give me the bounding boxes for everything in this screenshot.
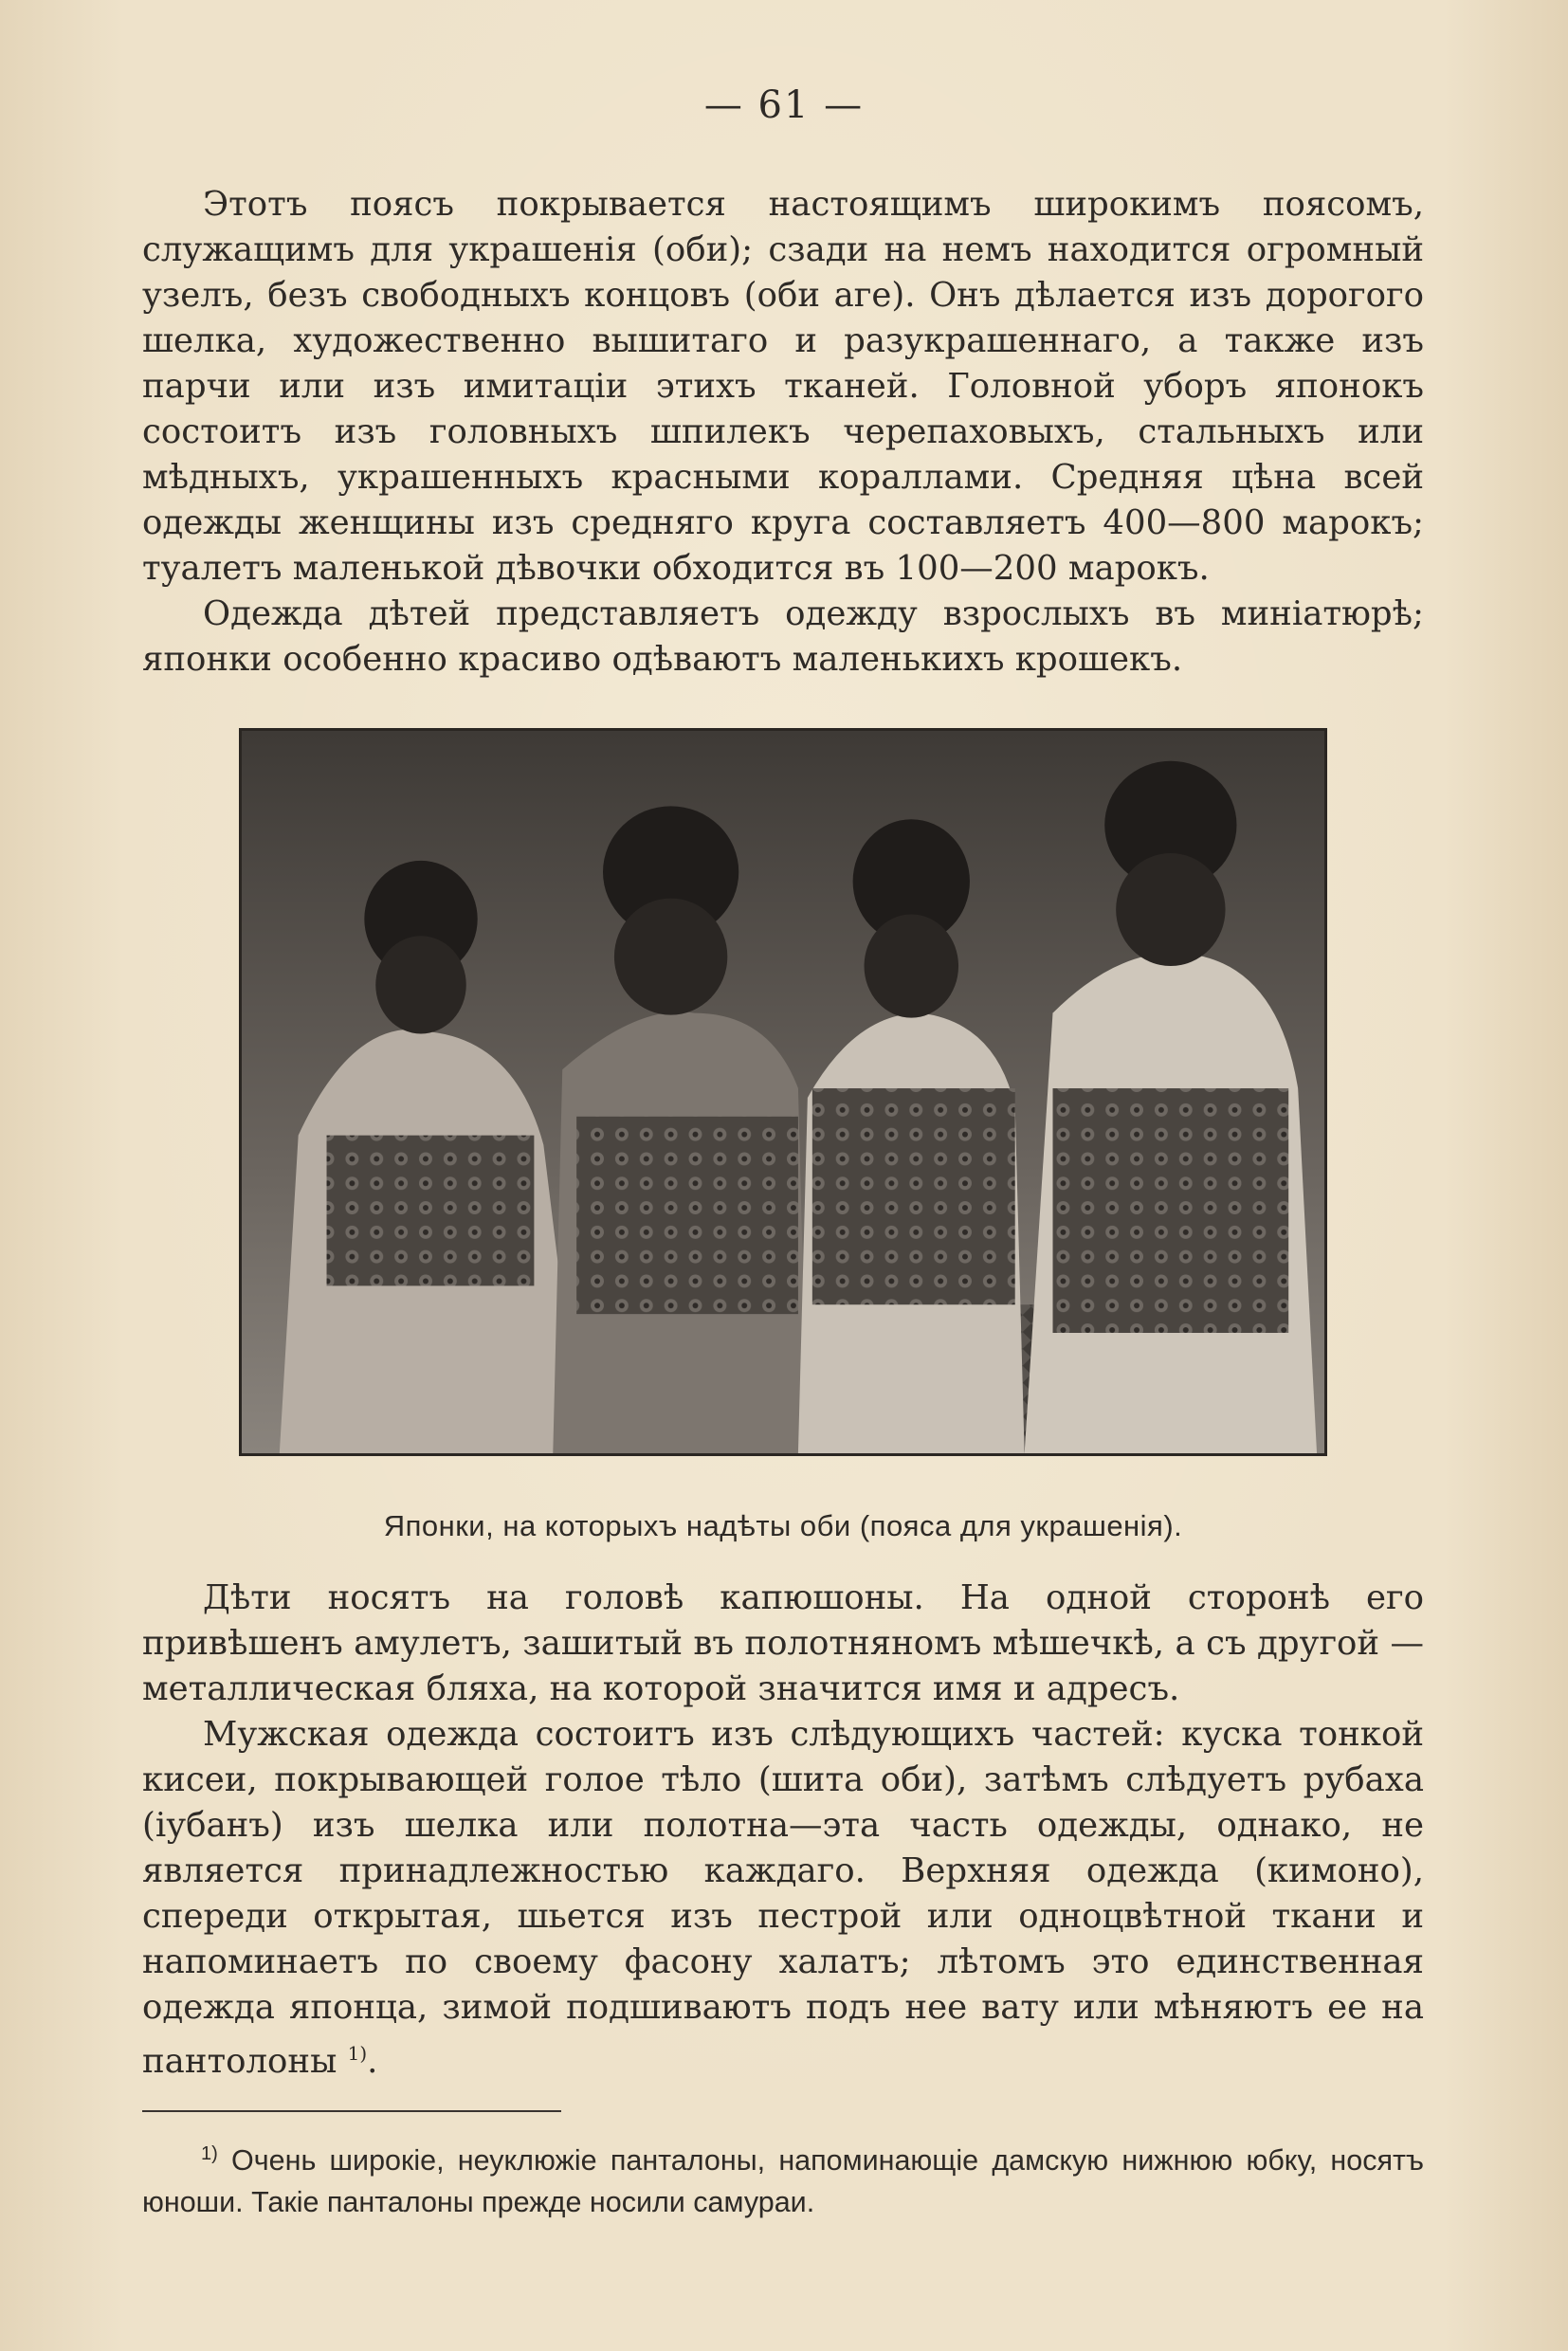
footnote-marker: 1) [201, 2143, 218, 2164]
page-number: — 61 — [703, 83, 865, 127]
footnote [142, 2133, 1424, 2223]
footnote-text: Очень широкіе, неуклюжіе панталоны, напоминающіе дамскую нижнюю юбку, носятъ юноши. Такіе панталоны прежде носили самураи. [142, 2144, 1424, 2219]
paragraph: Одежда дѣтей представляетъ одежду взрослыхъ въ миніатюрѣ; японки особенно красиво одѣваютъ маленькихъ крошекъ. [142, 594, 1424, 679]
figure-caption: Японки, на которыхъ надѣты оби (пояса для украшенія). [383, 1509, 1183, 1542]
photo-illustration [242, 731, 1324, 1453]
photo-japanese-women-obi [239, 728, 1327, 1456]
footnote-paragraph [142, 2133, 1424, 2223]
text-block-bottom [142, 1576, 1424, 2085]
paragraph: Этотъ поясъ покрывается настоящимъ широкимъ поясомъ, служащимъ для украшенія (оби); сзади на немъ находится огромный узелъ, безъ свободныхъ концовъ (оби аге). Онъ дѣлается изъ дорогого шелка, художественно вышитаго и разукрашеннаго, а также изъ парчи или изъ имитаціи этихъ тканей. Головной уборъ японокъ состоитъ изъ головныхъ шпилекъ черепаховыхъ, стальныхъ или мѣдныхъ, украшенныхъ красными кораллами. Средняя цѣна всей одежды женщины изъ средняго круга составляетъ 400—800 марокъ; туалетъ маленькой дѣвочки обходится въ 100—200 марокъ. [142, 185, 1424, 588]
footnote-reference: 1) [347, 2042, 368, 2065]
paragraph-text: Мужская одежда состоитъ изъ слѣдующихъ частей: куска тонкой кисеи, покрывающей голое тѣло (шита оби), затѣмъ слѣдуетъ рубаха (іубанъ) изъ шелка или полотна—эта часть одежды, однако, не является принадлежностью каждаго. Верхняя одежда (кимоно), спереди открытая, шьется изъ пестрой или одноцвѣтной ткани и напоминаетъ по своему фасону халатъ; лѣтомъ это единственная одежда японца, зимой подшиваютъ подъ нее вату или мѣняютъ ее на пантолоны [142, 1715, 1424, 2081]
paragraph: Дѣти носятъ на головѣ капюшоны. На одной сторонѣ его привѣшенъ амулетъ, зашитый въ полотняномъ мѣшечкѣ, а съ другой — металлическая бляха, на которой значится имя и адресъ. [142, 1578, 1424, 1708]
text-block-top [142, 182, 1424, 683]
footnote-divider [142, 2110, 561, 2112]
paragraph: Мужская одежда состоитъ изъ слѣдующихъ частей: куска тонкой кисеи, покрывающей голое тѣло (шита оби), затѣмъ слѣдуетъ рубаха (іубанъ) изъ шелка или полотна—эта часть одежды, однако, не является принадлежностью каждаго. Верхняя одежда (кимоно), спереди открытая, шьется изъ пестрой или одноцвѣтной ткани и напоминаетъ по своему фасону халатъ; лѣтомъ это единственная одежда японца, зимой подшиваютъ подъ нее вату или мѣняютъ ее на пантолоны $^{1)}$. [142, 1715, 1424, 2081]
